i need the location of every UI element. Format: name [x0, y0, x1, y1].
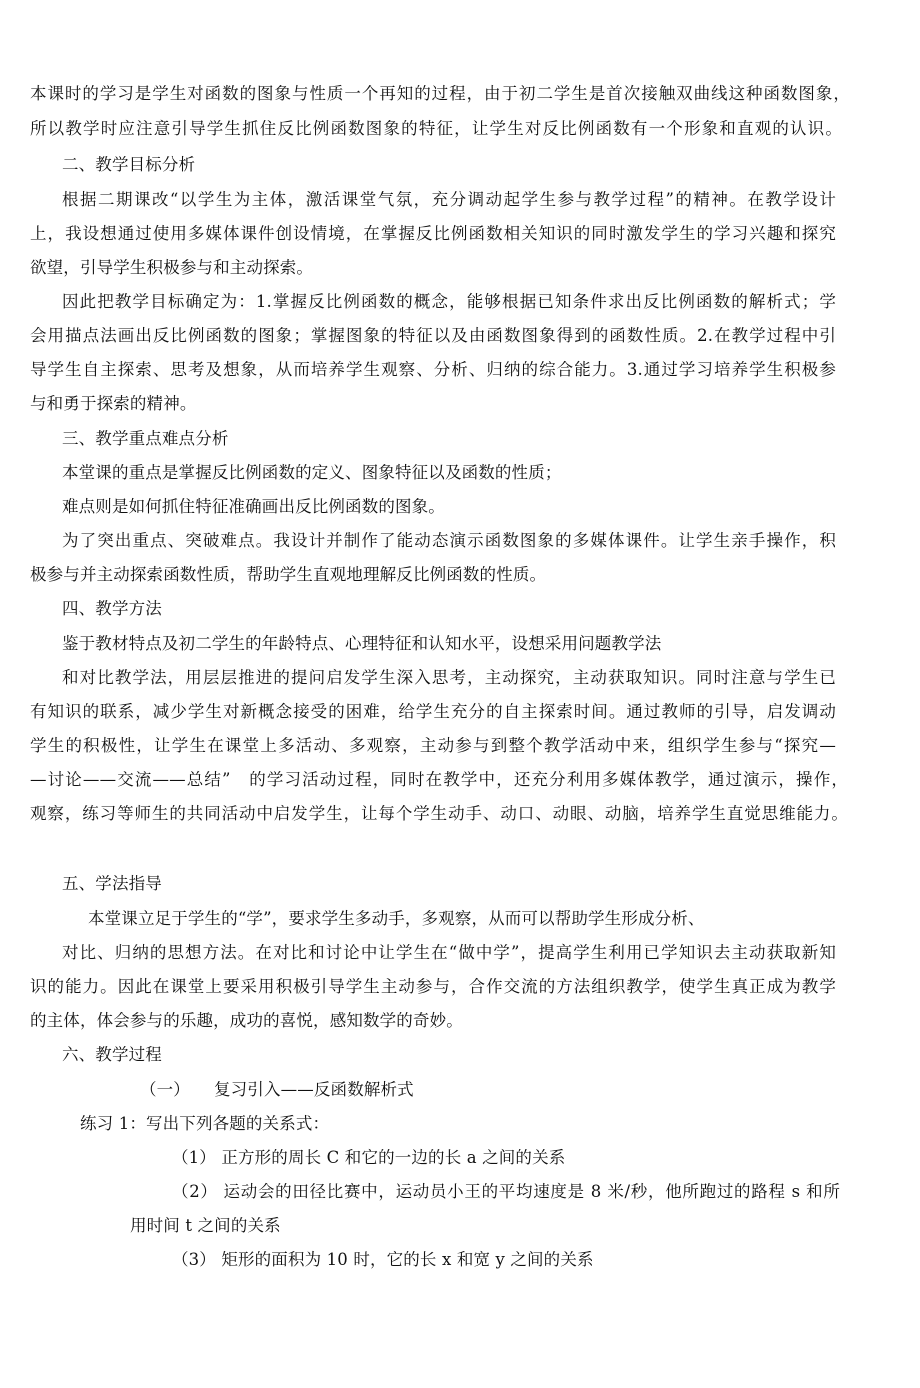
- section-heading-process: 六、教学过程: [62, 1045, 162, 1064]
- section-heading-study-guide: 五、学法指导: [62, 874, 162, 893]
- paragraph-line: 本堂课立足于学生的“学”，要求学生多动手，多观察，从而可以帮助学生形成分析、: [88, 909, 705, 928]
- section-heading-methods: 四、教学方法: [62, 599, 162, 618]
- paragraph-line: 识的能力。因此在课堂上要采用积极引导学生主动参与，合作交流的方法组织教学，使学生真正成为教学: [30, 977, 836, 996]
- paragraph-line: 和对比教学法，用层层推进的提问启发学生深入思考，主动探究，主动获取知识。同时注意与学生已: [62, 668, 836, 687]
- paragraph-line: 因此把教学目标确定为：1.掌握反比例函数的概念，能够根据已知条件求出反比例函数的解析式；学: [62, 292, 836, 311]
- subsection-title: 复习引入——反函数解析式: [214, 1080, 414, 1099]
- paragraph-line: 会用描点法画出反比例函数的图象；掌握图象的特征以及由函数图象得到的函数性质。2.在教学过程中引: [30, 326, 836, 345]
- intro-line-1: 本课时的学习是学生对函数的图象与性质一个再知的过程，由于初二学生是首次接触双曲线这种函数图象，: [30, 84, 850, 103]
- paragraph-line: 本堂课的重点是掌握反比例函数的定义、图象特征以及函数的性质；: [62, 463, 562, 482]
- paragraph-line: 对比、归纳的思想方法。在对比和讨论中让学生在“做中学”，提高学生利用已学知识去主动获取新知: [62, 943, 836, 962]
- paragraph-line: 学生的积极性，让学生在课堂上多活动、多观察，主动参与到整个教学活动中来，组织学生参与“探究—: [30, 736, 836, 755]
- exercise-item-2: （2） 运动会的田径比赛中，运动员小王的平均速度是 8 米/秒，他所跑过的路程 s 和所: [172, 1182, 840, 1201]
- paragraph-line: —讨论——交流——总结” 的学习活动过程，同时在教学中，还充分利用多媒体教学，通过演示，操作，: [30, 770, 848, 789]
- paragraph-line: 欲望，引导学生积极参与和主动探索。: [30, 258, 314, 277]
- exercise-title: 练习 1：写出下列各题的关系式：: [80, 1114, 330, 1133]
- paragraph-line: 的主体，体会参与的乐趣，成功的喜悦，感知数学的奇妙。: [30, 1011, 463, 1030]
- exercise-item-1: （1） 正方形的周长 C 和它的一边的长 a 之间的关系: [172, 1148, 566, 1167]
- section-heading-objectives: 二、教学目标分析: [62, 155, 196, 174]
- paragraph-line: 极参与并主动探索函数性质，帮助学生直观地理解反比例函数的性质。: [30, 565, 547, 584]
- intro-line-2: 所以教学时应注意引导学生抓住反比例函数图象的特征，让学生对反比例函数有一个形象和直观的认识。: [30, 119, 842, 138]
- subsection-number: （一）: [140, 1080, 190, 1099]
- paragraph-line: 鉴于教材特点及初二学生的年龄特点、心理特征和认知水平，设想采用问题教学法: [62, 634, 662, 653]
- paragraph-line: 为了突出重点、突破难点。我设计并制作了能动态演示函数图象的多媒体课件。让学生亲手操作，积: [62, 531, 836, 550]
- paragraph-line: 上，我设想通过使用多媒体课件创设情境，在掌握反比例函数相关知识的同时激发学生的学习兴趣和探究: [30, 224, 836, 243]
- section-heading-key-points: 三、教学重点难点分析: [62, 429, 229, 448]
- paragraph-line: 难点则是如何抓住特征准确画出反比例函数的图象。: [62, 497, 445, 516]
- paragraph-line: 观察，练习等师生的共同活动中启发学生，让每个学生动手、动口、动眼、动脑，培养学生直觉思维能力。: [30, 804, 848, 823]
- exercise-item-2-continued: 用时间 t 之间的关系: [130, 1216, 281, 1235]
- paragraph-line: 与和勇于探索的精神。: [30, 394, 197, 413]
- paragraph-line: 根据二期课改“以学生为主体，激活课堂气氛，充分调动起学生参与教学过程”的精神。在教学设计: [62, 190, 836, 209]
- paragraph-line: 有知识的联系，减少学生对新概念接受的困难，给学生充分的自主探索时间。通过教师的引导，启发调动: [30, 702, 836, 721]
- exercise-item-3: （3） 矩形的面积为 10 时，它的长 x 和宽 y 之间的关系: [172, 1250, 594, 1269]
- paragraph-line: 导学生自主探索、思考及想象，从而培养学生观察、分析、归纳的综合能力。3.通过学习培养学生积极参: [30, 360, 836, 379]
